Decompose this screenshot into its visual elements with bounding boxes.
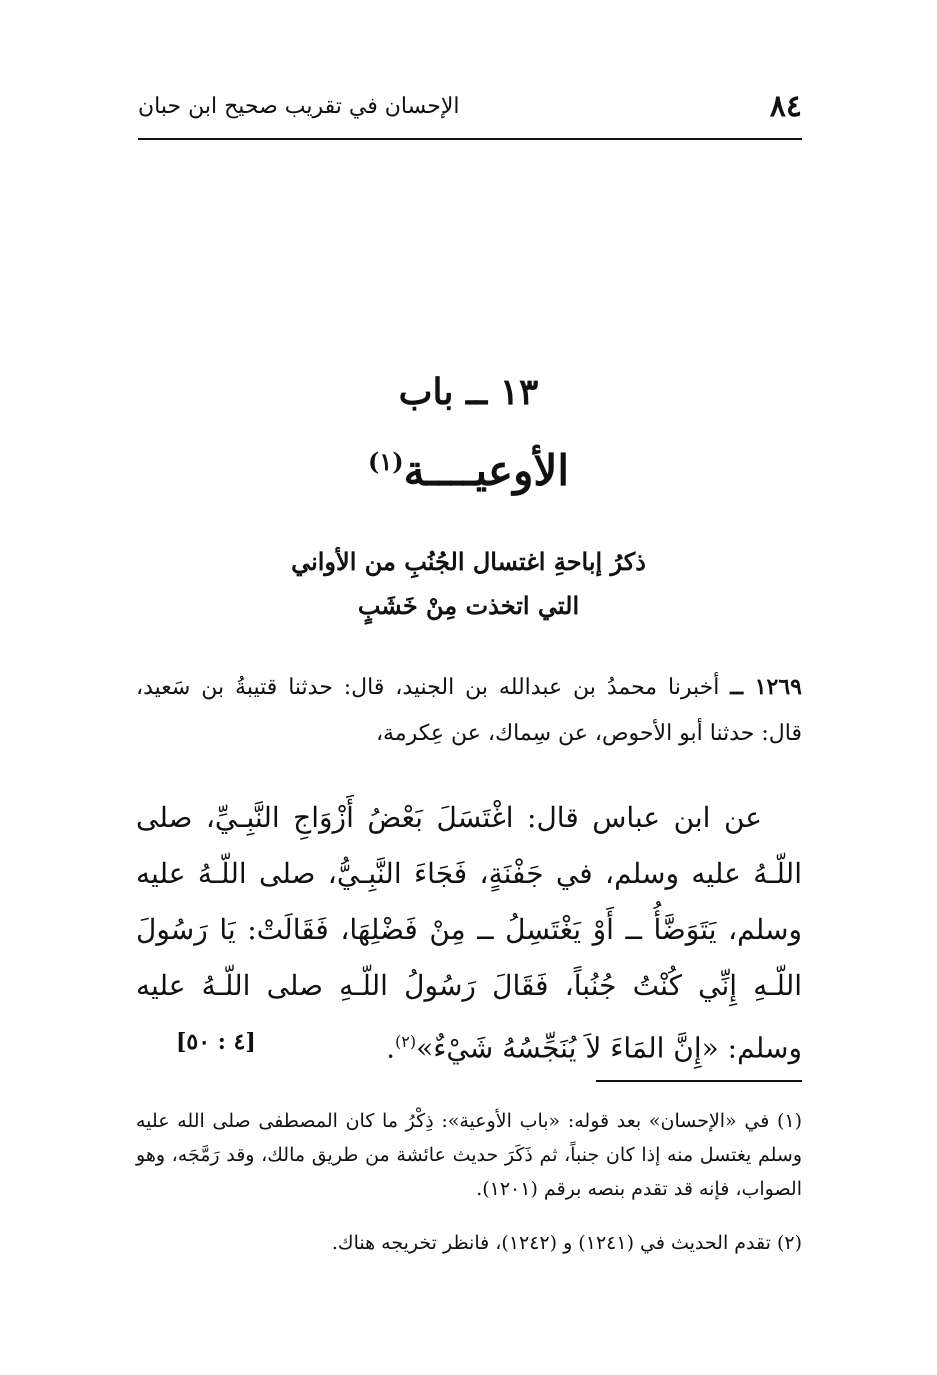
matn-end: . (386, 1031, 396, 1065)
running-title: الإحسان في تقريب صحيح ابن حبان (138, 94, 460, 119)
isnad-text: أخبرنا محمدُ بن عبدالله بن الجنيد، قال: حدثنا قتيبةُ بن سَعيد، قال: حدثنا أبو الأحوص، عن سِماك، عن عِكرمة، (136, 675, 802, 746)
matn-text: عن ابن عباس قال: اغْتَسَلَ بَعْضُ أَزْوَاجِ النَّبِـيِّ، صلى اللّـهُ عليه وسلم، في جَفْنَةٍ، فَجَاءَ النَّبِـيُّ، صلى اللّـهُ عليه وسلم، يَتَوَضَّأُ ــ أَوْ يَغْتَسِلُ ــ مِنْ فَضْلِهَا، فَقَالَتْ: يَا رَسُولَ اللّـهِ إِنِّي كُنْتُ جُنُباً، فَقَالَ رَسُولُ اللّـهِ صلى اللّـهُ عليه وسلم: «إِنَّ المَاءَ لاَ يُنَجِّسُهُ شَيْءٌ» (136, 801, 802, 1065)
page-header (138, 88, 802, 128)
header-divider (138, 138, 802, 140)
chapter-title (0, 432, 937, 501)
footnote: (١) في «الإحسان» بعد قوله: «باب الأوعية»: ذِكْرُ ما كان المصطفى صلى الله عليه وسلم يغتسل منه إذا كان جنباً، ثم ذَكَرَ حديث عائشة من طريق مالك، وقد رَمَّجَه، وهو الصواب، فإنه قد تقدم بنصه برقم (١٢٠١). (136, 1110, 802, 1200)
chapter-number: ١٣ ــ باب (398, 371, 539, 413)
section-heading-line: التي اتخذت مِنْ خَشَبٍ (357, 591, 580, 620)
hadith-number: ١٢٦٩ ــ (730, 674, 802, 700)
cross-reference: [٤ : ٥٠] (176, 1029, 256, 1055)
footnotes (136, 1104, 802, 1260)
chapter-title-text: الأوعيــــة (403, 446, 569, 495)
footnote-marker: (٢) (395, 1032, 417, 1051)
hadith-isnad (136, 664, 802, 757)
section-heading (0, 540, 937, 628)
hadith-matn (136, 790, 802, 1076)
footnote-marker: (١) (368, 447, 404, 476)
page-number: ٨٤ (769, 89, 802, 124)
footnote-divider (596, 1080, 802, 1082)
section-heading-line: ذكرُ إباحةِ اغتسال الجُنُبِ من الأواني (291, 547, 646, 576)
footnote: (٢) تقدم الحديث في (١٢٤١) و (١٢٤٢)، فانظر تخريجه هناك. (331, 1232, 802, 1254)
